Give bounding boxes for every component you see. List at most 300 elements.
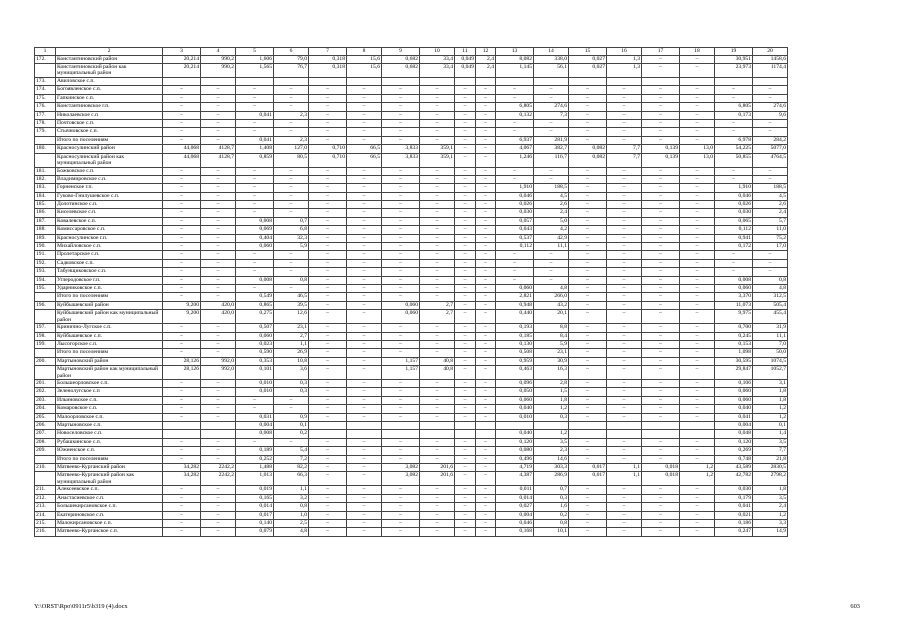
value-cell: – xyxy=(347,103,382,111)
value-cell: – xyxy=(715,268,753,276)
value-cell: 6,805 xyxy=(715,103,753,111)
value-cell: – xyxy=(476,310,496,324)
value-cell: – xyxy=(680,301,715,309)
value-cell: – xyxy=(382,438,420,446)
territory-name: Садковское с.п. xyxy=(56,259,163,267)
table-row xyxy=(35,251,788,259)
value-cell: – xyxy=(382,201,420,209)
value-cell: – xyxy=(642,55,680,63)
value-cell: – xyxy=(274,192,309,200)
value-cell xyxy=(163,77,201,85)
value-cell: – xyxy=(347,293,382,301)
value-cell: – xyxy=(496,175,534,183)
value-cell: 0,700 xyxy=(715,324,753,332)
territory-name: Киселевское с.п. xyxy=(56,209,163,217)
value-cell: – xyxy=(476,511,496,519)
value-cell: – xyxy=(347,94,382,102)
value-cell: – xyxy=(309,464,347,472)
territory-name: Пролетарское с.п. xyxy=(56,251,163,259)
value-cell: – xyxy=(455,503,476,511)
value-cell: – xyxy=(496,276,534,284)
territory-name: Южненское с.п. xyxy=(56,447,163,455)
value-cell: 20,214 xyxy=(163,63,201,77)
territory-name: Стычновское с.п. xyxy=(56,128,163,136)
territory-name: Божковское с.п. xyxy=(56,167,163,175)
value-cell: – xyxy=(476,136,496,144)
territory-name: Екатериновское с.п. xyxy=(56,511,163,519)
table-row xyxy=(35,94,788,102)
value-cell: – xyxy=(455,528,476,536)
table-row xyxy=(35,503,788,511)
value-cell: 2,4 xyxy=(476,55,496,63)
value-cell: – xyxy=(642,226,680,234)
value-cell: 44,068 xyxy=(163,145,201,153)
value-cell: – xyxy=(715,175,753,183)
value-cell: 0,748 xyxy=(715,455,753,463)
value-cell: – xyxy=(476,388,496,396)
value-cell: – xyxy=(382,259,420,267)
territory-name: Мартыновское с.п. xyxy=(56,422,163,430)
value-cell: – xyxy=(680,519,715,527)
value-cell: – xyxy=(420,234,455,242)
table-row xyxy=(35,167,788,175)
value-cell: 2,4 xyxy=(476,63,496,77)
value-cell: 0,018 xyxy=(642,472,680,486)
value-cell: – xyxy=(420,293,455,301)
value-cell: – xyxy=(163,86,201,94)
value-cell: – xyxy=(382,486,420,494)
value-cell: – xyxy=(201,94,236,102)
value-cell: – xyxy=(680,396,715,404)
value-cell: 0,080 xyxy=(496,447,534,455)
value-cell: – xyxy=(347,519,382,527)
value-cell: – xyxy=(274,184,309,192)
value-cell: – xyxy=(309,243,347,251)
column-number-header: 11 xyxy=(455,48,476,56)
row-number xyxy=(35,153,56,167)
value-cell: – xyxy=(163,511,201,519)
value-cell: – xyxy=(347,332,382,340)
row-number xyxy=(35,63,56,77)
value-cell: – xyxy=(201,405,236,413)
value-cell xyxy=(420,422,455,430)
value-cell: – xyxy=(309,447,347,455)
value-cell: 286,9 xyxy=(534,472,569,486)
value-cell: 43,2 xyxy=(534,301,569,309)
value-cell: – xyxy=(382,226,420,234)
value-cell: 1,606 xyxy=(236,55,274,63)
value-cell: 31,9 xyxy=(753,324,788,332)
value-cell: – xyxy=(420,128,455,136)
value-cell: 0,008 xyxy=(715,276,753,284)
table-row xyxy=(35,310,788,324)
value-cell: – xyxy=(163,438,201,446)
value-cell: – xyxy=(607,340,642,348)
value-cell: – xyxy=(607,86,642,94)
value-cell: 6,805 xyxy=(496,103,534,111)
row-number: 183. xyxy=(35,184,56,192)
value-cell: – xyxy=(476,145,496,153)
value-cell: – xyxy=(476,243,496,251)
value-cell: – xyxy=(476,268,496,276)
value-cell: – xyxy=(347,234,382,242)
value-cell: – xyxy=(201,349,236,357)
value-cell: 44,068 xyxy=(163,153,201,167)
value-cell: – xyxy=(680,447,715,455)
value-cell: – xyxy=(476,175,496,183)
value-cell: – xyxy=(201,217,236,225)
value-cell: – xyxy=(382,349,420,357)
value-cell: 0,139 xyxy=(642,153,680,167)
value-cell: – xyxy=(607,192,642,200)
value-cell: – xyxy=(455,209,476,217)
value-cell: – xyxy=(347,528,382,536)
table-row xyxy=(35,184,788,192)
territory-name: Рубашкинское с.п. xyxy=(56,438,163,446)
value-cell: 5077,0 xyxy=(753,145,788,153)
value-cell: – xyxy=(201,380,236,388)
value-cell: – xyxy=(420,175,455,183)
value-cell: – xyxy=(680,111,715,119)
column-number-header: 5 xyxy=(236,48,274,56)
value-cell xyxy=(201,430,236,438)
value-cell: – xyxy=(163,494,201,502)
territory-name: Владимировское с.п. xyxy=(56,175,163,183)
value-cell: 8,8 xyxy=(534,324,569,332)
value-cell: – xyxy=(382,528,420,536)
value-cell: – xyxy=(476,217,496,225)
value-cell: – xyxy=(201,119,236,127)
value-cell: – xyxy=(347,380,382,388)
value-cell: 1,1 xyxy=(274,486,309,494)
value-cell: – xyxy=(569,340,607,348)
column-number-header: 7 xyxy=(309,48,347,56)
value-cell: 2,4 xyxy=(753,503,788,511)
value-cell: 0,041 xyxy=(715,503,753,511)
value-cell: 26,9 xyxy=(274,349,309,357)
value-cell: 0,010 xyxy=(236,380,274,388)
value-cell: – xyxy=(420,324,455,332)
value-cell: – xyxy=(569,438,607,446)
value-cell: 1,488 xyxy=(236,464,274,472)
value-cell: – xyxy=(607,268,642,276)
row-number: 175. xyxy=(35,94,56,102)
value-cell: – xyxy=(309,234,347,242)
value-cell: – xyxy=(680,276,715,284)
value-cell: – xyxy=(163,396,201,404)
value-cell: – xyxy=(455,268,476,276)
value-cell: – xyxy=(680,63,715,77)
value-cell: – xyxy=(382,184,420,192)
value-cell: – xyxy=(569,380,607,388)
territory-name: Малокирсановское с.п. xyxy=(56,519,163,527)
value-cell: 14,9 xyxy=(753,528,788,536)
value-cell: – xyxy=(163,268,201,276)
value-cell: – xyxy=(680,528,715,536)
value-cell: – xyxy=(347,324,382,332)
value-cell: – xyxy=(201,268,236,276)
value-cell: – xyxy=(382,209,420,217)
value-cell: – xyxy=(476,472,496,486)
value-cell: – xyxy=(163,349,201,357)
value-cell: 4128,7 xyxy=(201,153,236,167)
value-cell: – xyxy=(476,528,496,536)
value-cell: – xyxy=(642,128,680,136)
value-cell: – xyxy=(569,119,607,127)
value-cell: – xyxy=(163,259,201,267)
table-row xyxy=(35,447,788,455)
value-cell: – xyxy=(347,340,382,348)
value-cell xyxy=(347,430,382,438)
value-cell: – xyxy=(455,175,476,183)
value-cell: – xyxy=(680,455,715,463)
table-row xyxy=(35,259,788,267)
value-cell: 5,7 xyxy=(753,217,788,225)
value-cell: – xyxy=(309,268,347,276)
value-cell: 0,031 xyxy=(236,413,274,421)
value-cell: – xyxy=(236,284,274,292)
value-cell: – xyxy=(455,324,476,332)
value-cell: 9,200 xyxy=(163,310,201,324)
value-cell xyxy=(534,77,569,85)
value-cell: 42,782 xyxy=(715,472,753,486)
row-number xyxy=(35,293,56,301)
table-row xyxy=(35,519,788,527)
value-cell: – xyxy=(382,396,420,404)
value-cell: – xyxy=(309,119,347,127)
value-cell: 0,275 xyxy=(236,310,274,324)
value-cell: 0,004 xyxy=(236,422,274,430)
territory-name: Мартыновский район как муниципальный район xyxy=(56,366,163,380)
value-cell: – xyxy=(476,284,496,292)
value-cell: 0,537 xyxy=(496,234,534,242)
value-cell: – xyxy=(569,128,607,136)
row-number: 174. xyxy=(35,86,56,94)
value-cell: 0,269 xyxy=(715,447,753,455)
value-cell: – xyxy=(236,405,274,413)
value-cell: – xyxy=(309,226,347,234)
territory-name: Ильиновское с.п. xyxy=(56,396,163,404)
row-number: 180. xyxy=(35,145,56,153)
value-cell: – xyxy=(455,380,476,388)
territory-name: Итого по поселениям xyxy=(56,293,163,301)
value-cell: – xyxy=(753,268,788,276)
value-cell: – xyxy=(201,86,236,94)
value-cell: – xyxy=(680,167,715,175)
value-cell: – xyxy=(236,201,274,209)
table-row xyxy=(35,55,788,63)
row-number xyxy=(35,349,56,357)
file-path: Y:\ORST\Rpo\0911r5\b319 (4).docx xyxy=(34,603,128,610)
row-number: 192. xyxy=(35,259,56,267)
value-cell: 7,2 xyxy=(274,455,309,463)
value-cell: 54,225 xyxy=(715,145,753,153)
value-cell: – xyxy=(455,128,476,136)
territory-name: Новоселовское с.п. xyxy=(56,430,163,438)
value-cell: – xyxy=(476,293,496,301)
value-cell: – xyxy=(420,519,455,527)
value-cell: – xyxy=(236,209,274,217)
value-cell: – xyxy=(642,340,680,348)
value-cell: – xyxy=(236,128,274,136)
row-number: 184. xyxy=(35,192,56,200)
value-cell: 0,165 xyxy=(236,494,274,502)
table-row xyxy=(35,388,788,396)
value-cell: 1,0 xyxy=(274,511,309,519)
value-cell: – xyxy=(642,486,680,494)
value-cell: – xyxy=(642,209,680,217)
value-cell: – xyxy=(347,284,382,292)
value-cell: – xyxy=(476,103,496,111)
value-cell: – xyxy=(163,413,201,421)
value-cell: – xyxy=(715,259,753,267)
value-cell: – xyxy=(420,251,455,259)
value-cell: – xyxy=(382,284,420,292)
value-cell: 2,821 xyxy=(496,293,534,301)
value-cell: – xyxy=(534,86,569,94)
table-row xyxy=(35,413,788,421)
value-cell: – xyxy=(347,86,382,94)
value-cell: 0,120 xyxy=(496,438,534,446)
row-number: 207. xyxy=(35,430,56,438)
value-cell: – xyxy=(642,111,680,119)
table-row xyxy=(35,396,788,404)
value-cell: – xyxy=(680,251,715,259)
value-cell: – xyxy=(455,201,476,209)
value-cell: 0,252 xyxy=(236,455,274,463)
value-cell: – xyxy=(607,276,642,284)
value-cell: – xyxy=(201,128,236,136)
territory-name: Малоорловское с.п. xyxy=(56,413,163,421)
value-cell: 1,3 xyxy=(607,55,642,63)
value-cell: 0,049 xyxy=(455,63,476,77)
value-cell: – xyxy=(476,455,496,463)
value-cell: – xyxy=(680,94,715,102)
value-cell: – xyxy=(455,310,476,324)
value-cell: – xyxy=(476,201,496,209)
value-cell: – xyxy=(309,380,347,388)
value-cell: – xyxy=(455,251,476,259)
row-number: 191. xyxy=(35,251,56,259)
value-cell: – xyxy=(163,94,201,102)
value-cell xyxy=(569,77,607,85)
value-cell: 0,140 xyxy=(236,519,274,527)
value-cell: – xyxy=(569,251,607,259)
value-cell: – xyxy=(569,486,607,494)
value-cell: – xyxy=(455,472,476,486)
value-cell: – xyxy=(420,503,455,511)
value-cell: – xyxy=(163,332,201,340)
value-cell: – xyxy=(569,494,607,502)
value-cell: – xyxy=(309,201,347,209)
value-cell: – xyxy=(607,217,642,225)
value-cell: 0,3 xyxy=(534,494,569,502)
value-cell: 0,112 xyxy=(496,243,534,251)
value-cell: 201,6 xyxy=(420,464,455,472)
value-cell: 127,0 xyxy=(274,145,309,153)
value-cell: 0,682 xyxy=(382,63,420,77)
territory-name: Авиловское с.п. xyxy=(56,77,163,85)
value-cell xyxy=(534,422,569,430)
value-cell: – xyxy=(309,259,347,267)
value-cell: 0,060 xyxy=(382,310,420,324)
value-cell: – xyxy=(455,405,476,413)
value-cell: 1,8 xyxy=(753,396,788,404)
value-cell: – xyxy=(163,226,201,234)
value-cell: – xyxy=(642,511,680,519)
value-cell: – xyxy=(455,388,476,396)
value-cell: 0,043 xyxy=(496,226,534,234)
value-cell: 0,948 xyxy=(496,301,534,309)
value-cell: 3,6 xyxy=(274,366,309,380)
value-cell: – xyxy=(642,243,680,251)
value-cell: – xyxy=(476,119,496,127)
row-number xyxy=(35,455,56,463)
value-cell: – xyxy=(607,357,642,365)
value-cell: 0,1 xyxy=(274,422,309,430)
value-cell: – xyxy=(569,284,607,292)
territory-name: Итого по поселениям xyxy=(56,349,163,357)
value-cell: – xyxy=(347,217,382,225)
value-cell: – xyxy=(569,528,607,536)
value-cell: 12,6 xyxy=(274,310,309,324)
table-row xyxy=(35,268,788,276)
value-cell: 1,910 xyxy=(715,184,753,192)
value-cell: 4128,7 xyxy=(201,145,236,153)
value-cell: 0,193 xyxy=(496,324,534,332)
value-cell: 16,3 xyxy=(534,366,569,380)
value-cell: – xyxy=(642,413,680,421)
table-row xyxy=(35,284,788,292)
value-cell: – xyxy=(642,380,680,388)
value-cell: – xyxy=(163,175,201,183)
territory-name: Красносулинское г.п. xyxy=(56,234,163,242)
column-number-header: 17 xyxy=(642,48,680,56)
value-cell: 1,910 xyxy=(496,184,534,192)
value-cell: – xyxy=(455,145,476,153)
column-number-header: 4 xyxy=(201,48,236,56)
table-row xyxy=(35,153,788,167)
value-cell: – xyxy=(420,438,455,446)
value-cell: – xyxy=(309,324,347,332)
territory-name: Анастасиевское с.п. xyxy=(56,494,163,502)
value-cell: – xyxy=(607,388,642,396)
value-cell: – xyxy=(309,175,347,183)
table-row xyxy=(35,243,788,251)
table-row xyxy=(35,63,788,77)
value-cell: – xyxy=(455,184,476,192)
value-cell: – xyxy=(201,455,236,463)
value-cell: 2830,5 xyxy=(753,464,788,472)
value-cell: – xyxy=(382,332,420,340)
value-cell: 455,4 xyxy=(753,310,788,324)
value-cell: – xyxy=(680,284,715,292)
value-cell: – xyxy=(455,234,476,242)
value-cell: – xyxy=(420,349,455,357)
value-cell: – xyxy=(680,268,715,276)
value-cell: 505,4 xyxy=(753,301,788,309)
table-row xyxy=(35,438,788,446)
value-cell: – xyxy=(201,494,236,502)
value-cell: 0,041 xyxy=(236,111,274,119)
value-cell: – xyxy=(642,251,680,259)
value-cell: – xyxy=(309,94,347,102)
value-cell: – xyxy=(642,234,680,242)
value-cell: – xyxy=(163,324,201,332)
table-row xyxy=(35,511,788,519)
value-cell: 14,6 xyxy=(534,455,569,463)
value-cell: 13,0 xyxy=(680,153,715,167)
